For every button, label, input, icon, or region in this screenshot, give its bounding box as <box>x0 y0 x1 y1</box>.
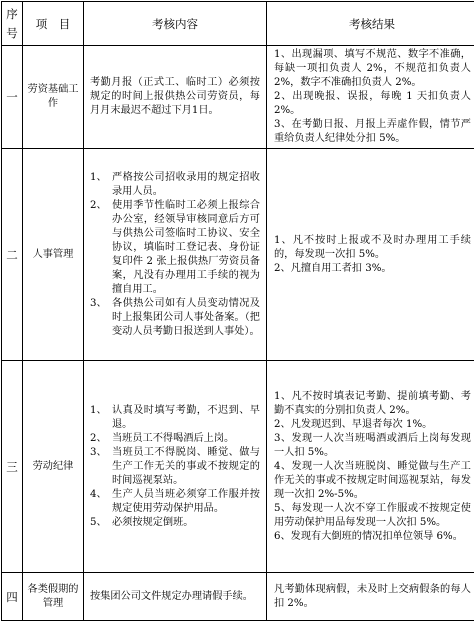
header-item: 项 目 <box>23 2 84 46</box>
result-line: 2、凡发现迟到、早退者每次 1%。 <box>274 418 471 432</box>
row-number: 一 <box>2 46 23 149</box>
content-line <box>90 488 260 516</box>
content-line-number: 1、 <box>90 171 107 185</box>
content-line-text: 生产人员当班必须穿工作服并按规定使用劳动保护用品。 <box>112 489 260 514</box>
content-line-number: 3、 <box>90 297 107 311</box>
content-line-text: 各供热公司如有人员变动情况及时上报集团公司人事处备案。（把变动人员考勤日报送到人事处）。 <box>112 298 260 337</box>
content-line <box>90 432 260 446</box>
table-row <box>2 573 474 621</box>
result-line: 1、凡不按时填表记考勤、提前填考勤、考勤不真实的分别扣负责人 2%。 <box>274 390 471 418</box>
table-row <box>2 149 474 361</box>
row-number: 三 <box>2 361 23 573</box>
result-line: 3、在考勤日报、月报上弄虚作假，情节严重给负责人纪律处分扣 5%。 <box>274 118 471 146</box>
content-line-text: 认真及时填写考勤，不迟到、早退。 <box>112 405 260 430</box>
content-line-number: 5、 <box>90 516 107 530</box>
content-line-text: 当班员工不得喝酒后上岗。 <box>112 433 234 444</box>
row-result <box>267 46 474 149</box>
result-line: 1、凡不按时上报或不及时办理用工手续的，每发现一次扣 5%。 <box>274 234 471 262</box>
header-row <box>2 2 474 46</box>
row-item: 劳动纪律 <box>23 361 84 573</box>
row-number: 四 <box>2 573 23 621</box>
result-line: 3、发现一人次当班喝酒或酒后上岗每发现一人扣 5%。 <box>274 432 471 460</box>
row-item: 人事管理 <box>23 149 84 361</box>
row-content: 考勤月报（正式工、临时工）必须按规定的时间上报供热公司劳资员，每月月末最迟不超过下月1日。 <box>84 46 267 149</box>
row-content: 按集团公司文件规定办理请假手续。 <box>84 573 267 621</box>
header-content: 考核内容 <box>84 2 267 46</box>
content-line <box>90 297 260 339</box>
row-result <box>267 573 474 621</box>
row-item: 劳资基础工作 <box>23 46 84 149</box>
result-line: 1、出现漏项、填写不规范、数字不准确，每缺一项扣负责人 2%，不规范扣负责人 2%，数字不准确扣负责人 2%。 <box>274 48 471 90</box>
row-content <box>84 361 267 573</box>
row-content <box>84 149 267 361</box>
table-row <box>2 46 474 149</box>
result-line: 2、凡擅自用工者扣 3%。 <box>274 262 471 276</box>
content-line <box>90 199 260 297</box>
content-line-text: 必须按规定倒班。 <box>112 517 194 528</box>
content-line-text: 使用季节性临时工必须上报综合办公室，经领导审核同意后方可与供热公司签临时工协议、安全协议，填临时工登记表、身份证复印件 2 张上报供热厂劳资员备案，凡没有办理用工手续的视为擅自用工。 <box>112 200 260 295</box>
table-row <box>2 361 474 573</box>
row-result <box>267 149 474 361</box>
header-result: 考核结果 <box>267 2 474 46</box>
content-line-text: 当班员工不得脱岗、睡觉、做与生产工作无关的事或不按规定的时间巡视泵站。 <box>112 447 260 486</box>
content-line-number: 2、 <box>90 199 107 213</box>
content-line <box>90 446 260 488</box>
content-line-number: 3、 <box>90 446 107 460</box>
content-line-number: 1、 <box>90 404 107 418</box>
result-line: 5、每发现一人次不穿工作服或不按规定使用劳动保护用品每发现一人次扣 5%。 <box>274 502 471 530</box>
content-line <box>90 404 260 432</box>
row-number: 二 <box>2 149 23 361</box>
row-item: 各类假期的管理 <box>23 573 84 621</box>
assessment-table <box>1 1 474 621</box>
header-no <box>2 2 23 46</box>
content-line-number: 4、 <box>90 488 107 502</box>
content-line-number: 2、 <box>90 432 107 446</box>
result-line: 2、出现晚报、误报，每晚 1 天扣负责人 2%。 <box>274 90 471 118</box>
content-line <box>90 171 260 199</box>
content-line-text: 严格按公司招收录用的规定招收录用人员。 <box>112 172 260 197</box>
result-line: 凡考勤体现病假，未及时上交病假条的每人扣 2%。 <box>274 583 471 611</box>
result-line: 4、发现一人次当班脱岗、睡觉做与生产工作无关的事或不按规定时间巡视泵站，每发现一次扣 2%-5%。 <box>274 460 471 502</box>
header-no-label: 序号 <box>6 5 18 43</box>
result-line: 6、发现有大倒班的情况扣单位领导 6%。 <box>274 530 471 544</box>
content-line <box>90 516 260 530</box>
row-result <box>267 361 474 573</box>
